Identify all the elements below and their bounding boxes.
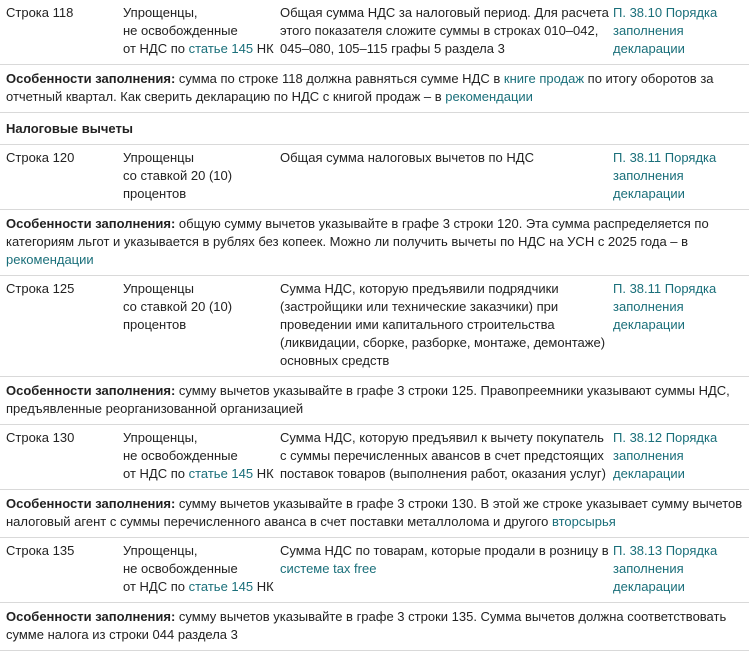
taxpayer-line: не освобожденные bbox=[123, 23, 238, 38]
description-text: Сумма НДС, которую предъявил к вычету покупатель с суммы перечисленных авансов в счет предстоящих поставок товаров (выполнения работ, оказания услуг) bbox=[280, 430, 606, 481]
taxpayer-line: процентов bbox=[123, 186, 187, 201]
procedure-link[interactable]: П. 38.12 Порядка заполнения декларации bbox=[613, 430, 718, 481]
filling-note bbox=[0, 603, 749, 651]
procedure-link[interactable]: П. 38.10 Порядка заполнения декларации bbox=[613, 5, 718, 56]
taxpayer-text: НК bbox=[253, 41, 274, 56]
line-number: Строка 118 bbox=[6, 5, 74, 20]
note-text: сумму вычетов указывайте в графе 3 строки 135. Сумма вычетов должна соответствовать сумме налога из строки 044 раздела 3 bbox=[6, 609, 727, 642]
article-145-link[interactable]: статье 145 bbox=[188, 466, 254, 481]
procedure-reference bbox=[613, 145, 749, 209]
table-row bbox=[0, 425, 749, 490]
article-145-link[interactable]: статье 145 bbox=[188, 41, 254, 56]
line-number: Строка 135 bbox=[6, 543, 75, 558]
description-text: Сумма НДС по товарам, которые продали в розницу в bbox=[280, 543, 609, 558]
taxpayer-category bbox=[123, 538, 280, 602]
taxpayer-line: не освобожденные bbox=[123, 561, 238, 576]
taxpayer-line: Упрощенцы, bbox=[123, 5, 198, 20]
taxpayer-line: Упрощенцы, bbox=[123, 543, 198, 558]
procedure-link[interactable]: П. 38.11 Порядка заполнения декларации bbox=[613, 150, 717, 201]
line-description bbox=[280, 145, 613, 209]
line-description bbox=[280, 425, 613, 489]
taxpayer-line: Упрощенцы bbox=[123, 281, 194, 296]
filling-note bbox=[0, 377, 749, 425]
filling-note bbox=[0, 490, 749, 538]
line-number: Строка 125 bbox=[6, 281, 75, 296]
line-description bbox=[280, 0, 613, 64]
taxpayer-line bbox=[123, 465, 280, 483]
taxpayer-line: Упрощенцы, bbox=[123, 430, 198, 445]
note-label: Особенности заполнения: bbox=[6, 216, 176, 231]
taxpayer-line: со ставкой 20 (10) bbox=[123, 299, 233, 314]
procedure-reference bbox=[613, 0, 749, 64]
line-number: Строка 120 bbox=[6, 150, 75, 165]
line-description bbox=[280, 538, 613, 602]
note-text: сумму вычетов указывайте в графе 3 строки 130. В этой же строке указывает сумму вычетов налоговый агент с суммы перечисленного аванса в счет поставки металлолома и другого bbox=[6, 496, 743, 529]
note-link[interactable]: вторсырья bbox=[552, 514, 616, 529]
taxpayer-line: процентов bbox=[123, 317, 187, 332]
procedure-reference bbox=[613, 276, 749, 376]
taxpayer-line bbox=[123, 40, 280, 58]
taxpayer-text: от НДС по bbox=[123, 41, 189, 56]
taxpayer-category bbox=[123, 0, 280, 64]
note-link[interactable]: рекомендации bbox=[6, 252, 94, 267]
procedure-reference bbox=[613, 425, 749, 489]
procedure-reference bbox=[613, 538, 749, 602]
filling-note bbox=[0, 65, 749, 113]
note-text: сумма по строке 118 должна равняться сумме НДС в bbox=[175, 71, 504, 86]
section-title: Налоговые вычеты bbox=[0, 113, 749, 145]
note-label: Особенности заполнения: bbox=[6, 383, 176, 398]
taxpayer-line: не освобожденные bbox=[123, 448, 238, 463]
table-row bbox=[0, 145, 749, 210]
note-label: Особенности заполнения: bbox=[6, 71, 176, 86]
taxpayer-text: от НДС по bbox=[123, 579, 189, 594]
taxpayer-text: НК bbox=[253, 579, 274, 594]
taxpayer-category bbox=[123, 425, 280, 489]
tax-free-link[interactable]: системе tax free bbox=[280, 561, 377, 576]
note-text: сумму вычетов указывайте в графе 3 строки 125. Правопреемники указывают суммы НДС, предъявленные реорганизованной организацией bbox=[6, 383, 730, 416]
note-label: Особенности заполнения: bbox=[6, 496, 176, 511]
note-link[interactable]: рекомендации bbox=[445, 89, 533, 104]
note-text: по итогу оборотов за отчетный квартал. Как сверить декларацию по НДС с книгой продаж – в bbox=[6, 71, 714, 104]
table-row bbox=[0, 0, 749, 65]
line-description bbox=[280, 276, 613, 376]
taxpayer-line: со ставкой 20 (10) bbox=[123, 168, 233, 183]
line-number: Строка 130 bbox=[6, 430, 75, 445]
taxpayer-category bbox=[123, 145, 280, 209]
taxpayer-text: от НДС по bbox=[123, 466, 189, 481]
description-text: Общая сумма НДС за налоговый период. Для расчета этого показателя сложите суммы в строках 010–042, 045–080, 105–115 графы 5 раздела 3 bbox=[280, 5, 609, 56]
article-145-link[interactable]: статье 145 bbox=[188, 579, 254, 594]
taxpayer-line bbox=[123, 578, 280, 596]
table-row bbox=[0, 538, 749, 603]
taxpayer-line: Упрощенцы bbox=[123, 150, 194, 165]
table-row bbox=[0, 276, 749, 377]
procedure-link[interactable]: П. 38.11 Порядка заполнения декларации bbox=[613, 281, 717, 332]
description-text: Общая сумма налоговых вычетов по НДС bbox=[280, 150, 534, 165]
taxpayer-category bbox=[123, 276, 280, 376]
procedure-link[interactable]: П. 38.13 Порядка заполнения декларации bbox=[613, 543, 718, 594]
taxpayer-text: НК bbox=[253, 466, 274, 481]
note-text: общую сумму вычетов указывайте в графе 3 строки 120. Эта сумма распределяется по категориям льгот и указывается в рублях без копеек. Можно ли получить вычеты по НДС на УСН с 2025 года – в bbox=[6, 216, 709, 249]
filling-note bbox=[0, 210, 749, 276]
note-label: Особенности заполнения: bbox=[6, 609, 176, 624]
description-text: Сумма НДС, которую предъявили подрядчики (застройщики или технические заказчики) при проведении ими капитального строительства (ликвидации, сборке, разборке, монтаже, демонтаже) основных средств bbox=[280, 281, 606, 368]
note-link[interactable]: книге продаж bbox=[503, 71, 585, 86]
